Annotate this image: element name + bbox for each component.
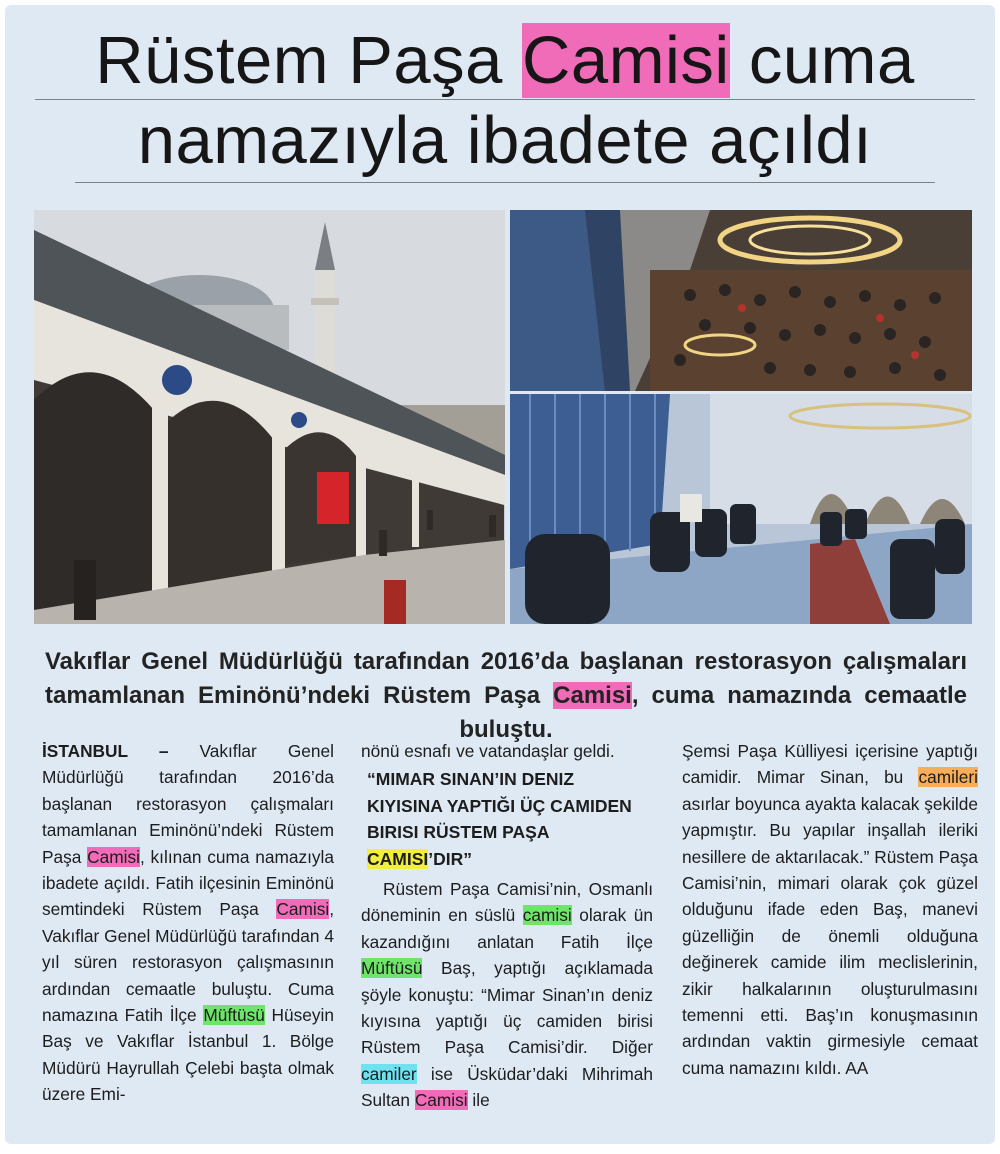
column-2-intro: nönü esnafı ve vatandaşlar geldi.: [361, 741, 615, 761]
mosque-interior-prayer-photo: [510, 394, 972, 624]
subheading: “MIMAR SINAN’IN DENIZ KIYISINA YAPTIĞI ÜÇ CAMIDEN BIRISI RÜSTEM PAŞA CAMISI’DIR”: [367, 769, 632, 869]
lead-paragraph: Vakıflar Genel Müdürlüğü tarafından 2016’da başlanan restorasyon çalışmaları tamamlanan Eminönü’ndeki Rüstem Paşa Camisi, cuma namazında cemaatle buluştu.: [45, 648, 967, 743]
article-column-1: [42, 738, 334, 1108]
headline: [35, 21, 975, 181]
column-2-paragraph: Rüstem Paşa Camisi’nin, Osmanlı döneminin en süslü camisi olarak ün kazandığını anlatan Fatih İlçe Müftüsü Baş, yaptığı açıklamada şöyle konuştu: “Mimar Sinan’ın deniz kıyısına yaptığı üç camiden birisi Rüstem Paşa Camisi’dir. Diğer camiler ise Üsküdar’daki Mihrimah Sultan Camisi ile: [361, 879, 653, 1111]
dateline: İSTANBUL –: [42, 741, 169, 761]
mosque-courtyard-photo: [34, 210, 505, 624]
article-column-3: [682, 738, 978, 1081]
column-1-paragraph: İSTANBUL – Vakıflar Genel Müdürlüğü tarafından 2016’da başlanan restorasyon çalışmaları tamamlanan Eminönü’ndeki Rüstem Paşa Camisi, kılınan cuma namazıyla ibadete açıldı. Fatih ilçesinin Eminönü semtindeki Rüstem Paşa Camisi, Vakıflar Genel Müdürlüğü tarafından 4 yıl süren restorasyon çalışmasının ardından cemaatle buluştu. Cuma namazına Fatih İlçe Müftüsü Hüseyin Baş ve Vakıflar İstanbul 1. Bölge Müdürü Hayrullah Çelebi başta olmak üzere Emi-: [42, 741, 334, 1105]
article-column-2: [361, 738, 653, 1114]
headline-line-1: Rüstem Paşa Camisi cuma: [95, 23, 915, 98]
column-3-paragraph: Şemsi Paşa Külliyesi içerisine yaptığı camidir. Mimar Sinan, bu camileri asırlar boyunca ayakta kalacak şekilde yapmıştır. Bu yapılar inşallah ileriki nesillere de aktarılacak.” Rüstem Paşa Camisi’nin, mimari olarak çok güzel olduğunu ifade eden Baş, manevi güzelliğin de önemli olduğuna değinerek camide ilim meclislerinin, zikir halkalarının oluşturulmasını temenni etti. Baş’ın konuşmasının ardından vaktin girmesiyle cemaat cuma namazını kıldı. AA: [682, 741, 978, 1078]
lead-highlight: Camisi: [553, 682, 632, 709]
headline-rule-2: [75, 182, 935, 183]
mosque-interior-top-photo: [510, 210, 972, 391]
headline-line-2: namazıyla ibadete açıldı: [137, 103, 873, 178]
headline-rule-1: [35, 99, 975, 100]
newspaper-clipping: [5, 5, 995, 1144]
headline-highlight: Camisi: [522, 23, 730, 98]
